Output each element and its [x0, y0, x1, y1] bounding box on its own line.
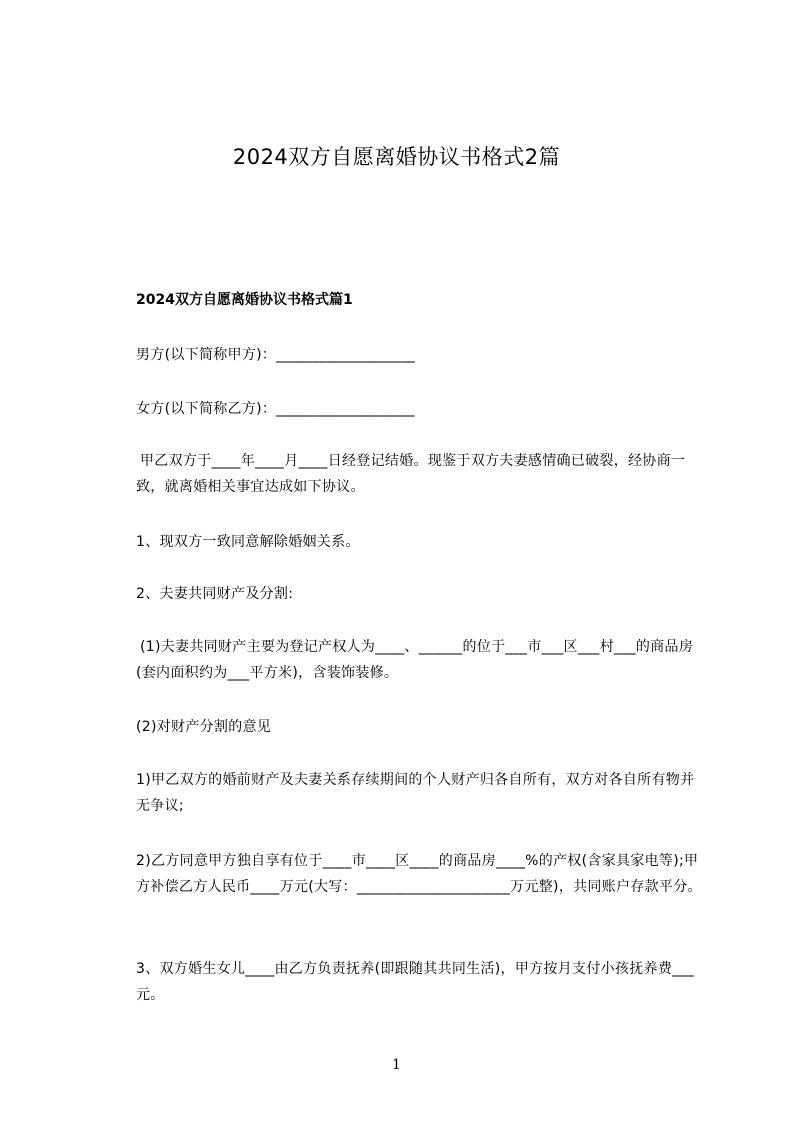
- section-heading: 2024双方自愿离婚协议书格式篇1: [136, 292, 353, 308]
- paragraph-clause-2: 2、夫妻共同财产及分割:: [136, 586, 294, 602]
- paragraph-party-a: 男方(以下简称甲方)：___________________: [136, 347, 415, 363]
- paragraph-clause-3: 3、双方婚生女儿____由乙方负责抚养(即跟随其共同生活)，甲方按月支付小孩抚养费___元。: [136, 961, 695, 1003]
- page-number: 1: [392, 1057, 401, 1073]
- paragraph-marriage-info: 甲乙双方于____年____月____日经登记结婚。现鉴于双方夫妻感情确已破裂，经协商一致，就离婚相关事宜达成如下协议。: [136, 453, 686, 495]
- paragraph-party-b: 女方(以下简称乙方)：___________________: [136, 401, 415, 417]
- paragraph-property-2b: 2)乙方同意甲方独自享有位于____市____区____的商品房____%的产权(含家具家电等);甲方补偿乙方人民币____万元(大写：_____________________万元整)，共同账户存款平分。: [136, 853, 702, 895]
- paragraph-property-2a: 1)甲乙双方的婚前财产及夫妻关系存续期间的个人财产归各自所有，双方对各自所有物并无争议;: [136, 772, 695, 814]
- paragraph-property-1: (1)夫妻共同财产主要为登记产权人为____、______的位于___市___区___村___的商品房(套内面积约为___平方米)，含装饰装修。: [136, 639, 694, 681]
- paragraph-property-2: (2)对财产分割的意见: [136, 719, 272, 735]
- paragraph-clause-1: 1、现双方一致同意解除婚姻关系。: [136, 534, 360, 550]
- page-title: 2024双方自愿离婚协议书格式2篇: [232, 145, 561, 169]
